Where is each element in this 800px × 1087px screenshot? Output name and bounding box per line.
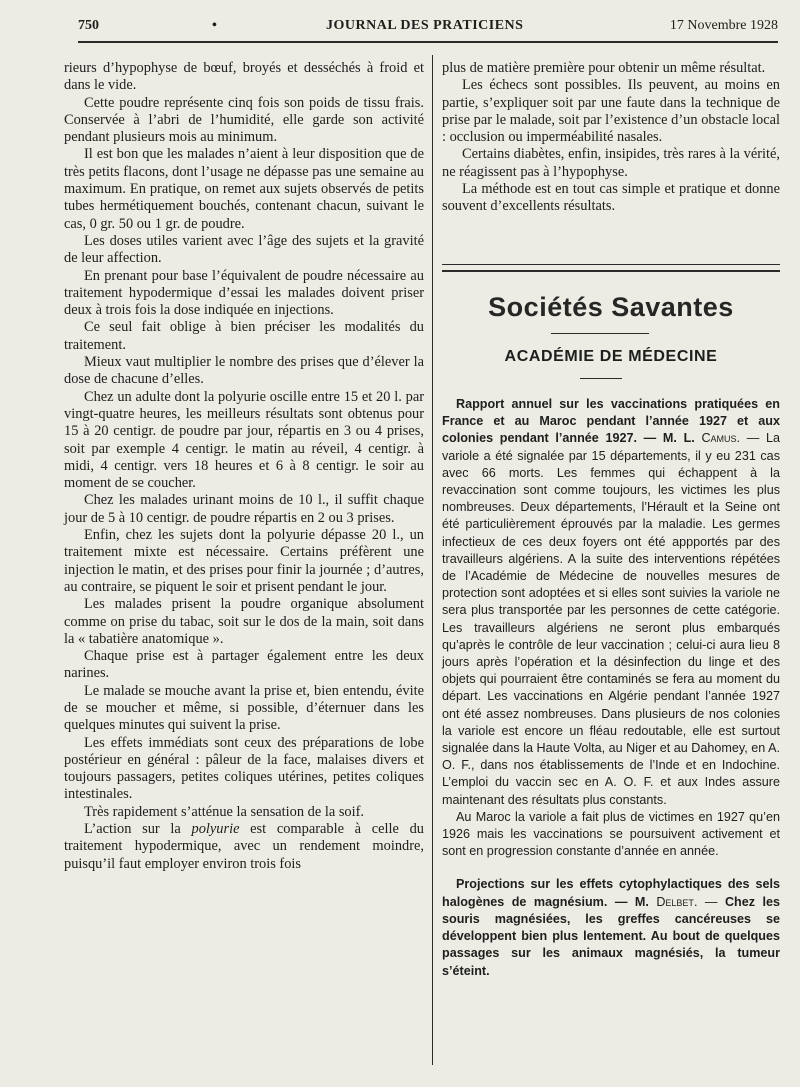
paragraph: Les effets immédiats sont ceux des préparations de lobe postérieur en général : pâleur de la face, malaises divers et toujours passagers, petites coliques utérines, petites coliques intestinales.: [64, 734, 424, 803]
author-name: Camus: [701, 431, 737, 446]
left-column: [64, 60, 424, 873]
report-paragraph: [442, 396, 780, 809]
report-text: Chez les souris magnésiées, les greffes cancéreuses se développent bien plus lentement. Au bout de quelques passages sur les animaux magnésiés, la tumeur s’éteint.: [442, 894, 780, 978]
paragraph: plus de matière première pour obtenir un même résultat.: [442, 60, 766, 76]
right-column: [442, 60, 780, 216]
issue-date: 17 Novembre 1928: [669, 18, 778, 33]
header-rule: [78, 41, 778, 43]
report-text: La variole a été signalée par 15 départements, il y eu 231 cas avec 66 morts. Les femmes qui échappent à la revaccination sont comme toujours, les victimes les plus nombreuses. Deux départements, l’Hérault et la Seine ont été particulièrement éprouvés par la maladie. Les germes infectieux de ces deux foyers ont été appportés par des travailleurs algériens. A la suite des interventions répétées de l’Académie de Médecine de nouvelles mesures de protection sont adoptées et si elles sont suivies la variole ne sera plus transportée par les personnes de cette catégorie. Les travailleurs algériens ne seront plus embarqués qu’après le contrôle de leur vaccination ; celui-ci aura lieu 8 jours après l’opération et la désinfection du linge et des objets qui pourraient être contaminés se fera au moment du départ. Les vaccinations en Algérie pendant l’année 1927 ont été assez nombreuses. Dans plusieurs de nos colonies la variole est encore un fléau redoutable, elle est surtout signalée dans la Haute Volta, au Niger et au Dahomey, en A. O. F., dans nos établissements de l’Inde et en Indochine. L’emploi du vaccin sec en A. O. F. et aux Indes assure maintenant des résultats plus constants.: [442, 431, 780, 807]
paragraph: Chaque prise est à partager également entre les deux narines.: [64, 648, 424, 682]
paragraph: Chez un adulte dont la polyurie oscille entre 15 et 20 l. par vingt-quatre heures, les meilleurs résultats sont obtenus pour 15 à 20 centigr. de poudre par jour, répartis en 3 ou 4 prises, soit par exemple 4 centigr. le matin au réveil, 4 centigr. à midi, 4 centigr. vers 18 heures et 6 à 8 centigr. le soir au moment de se coucher.: [64, 388, 424, 492]
paragraph: Ce seul fait oblige à bien préciser les modalités du traitement.: [64, 319, 424, 353]
italic-term: polyurie: [191, 821, 240, 838]
paragraph: Cette poudre représente cinq fois son poids de tissu frais. Conservée à l’abri de l’humidité, elle garde son activité pendant plusieurs mois au minimum.: [64, 94, 424, 146]
text-run: est comparable à celle du traitement hypodermique, avec un rendement moindre, puisqu’il faut employer environ trois fois: [64, 821, 424, 872]
paragraph: Enfin, chez les sujets dont la polyurie dépasse 20 l., un traitement mixte est nécessaire. Certains préfèrent une injection le matin, et des prises pour finir la journée ; d’autres, au contraire, se piquent le soir et prisent pendant le jour.: [64, 527, 424, 595]
report-paragraph: Au Maroc la variole a fait plus de victimes en 1927 qu’en 1926 mais les vaccinations se poursuivent activement et sont en progression constante d’année en année.: [442, 809, 780, 859]
journal-title: JOURNAL DES PRATICIENS: [326, 18, 524, 33]
author-suffix: . —: [736, 431, 766, 446]
article-end-rule: [442, 264, 780, 265]
article-end-rule-thick: [442, 270, 780, 272]
academy-underline: [580, 378, 622, 379]
author-prefix: — M.: [607, 894, 657, 909]
paragraph: [64, 821, 424, 873]
title-underline: [551, 333, 649, 334]
societes-column: [442, 396, 780, 980]
column-divider: [432, 55, 433, 1065]
paragraph: Il est bon que les malades n’aient à leur disposition que de très petits flacons, dont l’usage ne dépasse pas une semaine au maximum. En pratique, on remet aux sujets observés de petits tubes hermétiquement bouchés, contenant chacun, suivant le cas, 0 gr. 50 ou 1 gr. de poudre.: [64, 146, 424, 232]
paragraph: Le malade se mouche avant la prise et, bien entendu, évite de se moucher et même, si possible, d’éternuer dans les quelques minutes qui suivent la prise.: [64, 682, 424, 734]
report-title: Projections sur les effets cytophylactiques des sels halogènes de magnésium.: [442, 877, 780, 909]
report-paragraph: [442, 876, 780, 979]
paragraph: rieurs d’hypophyse de bœuf, broyés et desséchés à froid et dans le vide.: [64, 60, 424, 94]
paragraph: Chez les malades urinant moins de 10 l., il suffit chaque jour de 5 à 10 centigr. de poudre répartis en 2 ou 3 prises.: [64, 492, 424, 526]
paragraph: Mieux vaut multiplier le nombre des prises que d’élever la dose de chacune d’elles.: [64, 354, 424, 388]
paragraph: Certains diabètes, enfin, insipides, très rares à la vérité, ne réagissent pas à l’hypophyse.: [442, 146, 780, 180]
section-title: Sociétés Savantes: [488, 292, 734, 322]
author-suffix: . —: [693, 894, 725, 909]
text-run: L’action sur la: [84, 821, 192, 838]
spacer: [442, 860, 780, 876]
paragraph: Les doses utiles varient avec l’âge des sujets et la gravité de leur affection.: [64, 232, 424, 267]
running-header: [60, 12, 778, 40]
header-bullet: •: [212, 18, 217, 33]
paragraph: Très rapidement s’atténue la sensation de la soif.: [84, 803, 365, 820]
paragraph: La méthode est en tout cas simple et pratique et donne souvent d’excellents résultats.: [442, 181, 780, 215]
page-number: 750: [78, 18, 99, 33]
paragraph: Les malades prisent la poudre organique absolument comme on prise du tabac, soit sur le dos de la main, soit dans la « tabatière anatomique ».: [64, 596, 424, 647]
report-title: Rapport annuel sur les vaccinations pratiquées en France et au Maroc pendant l’année 1927 et aux colonies pendant l’année 1927.: [442, 397, 780, 446]
academy-heading: ACADÉMIE DE MÉDECINE: [504, 348, 718, 365]
author-prefix: — M. L.: [636, 431, 702, 446]
paragraph: En prenant pour base l’équivalent de poudre nécessaire au traitement hypodermique d’essai les malades doivent priser deux à trois fois la dose indiquée en injections.: [64, 267, 424, 319]
paragraph: Les échecs sont possibles. Ils peuvent, au moins en partie, s’expliquer soit par une faute dans la technique de prise par le malade, soit par l’existence d’un obstacle local : occlusion ou imperméabilité nasales.: [442, 77, 780, 146]
author-name: Delbet: [656, 894, 694, 909]
